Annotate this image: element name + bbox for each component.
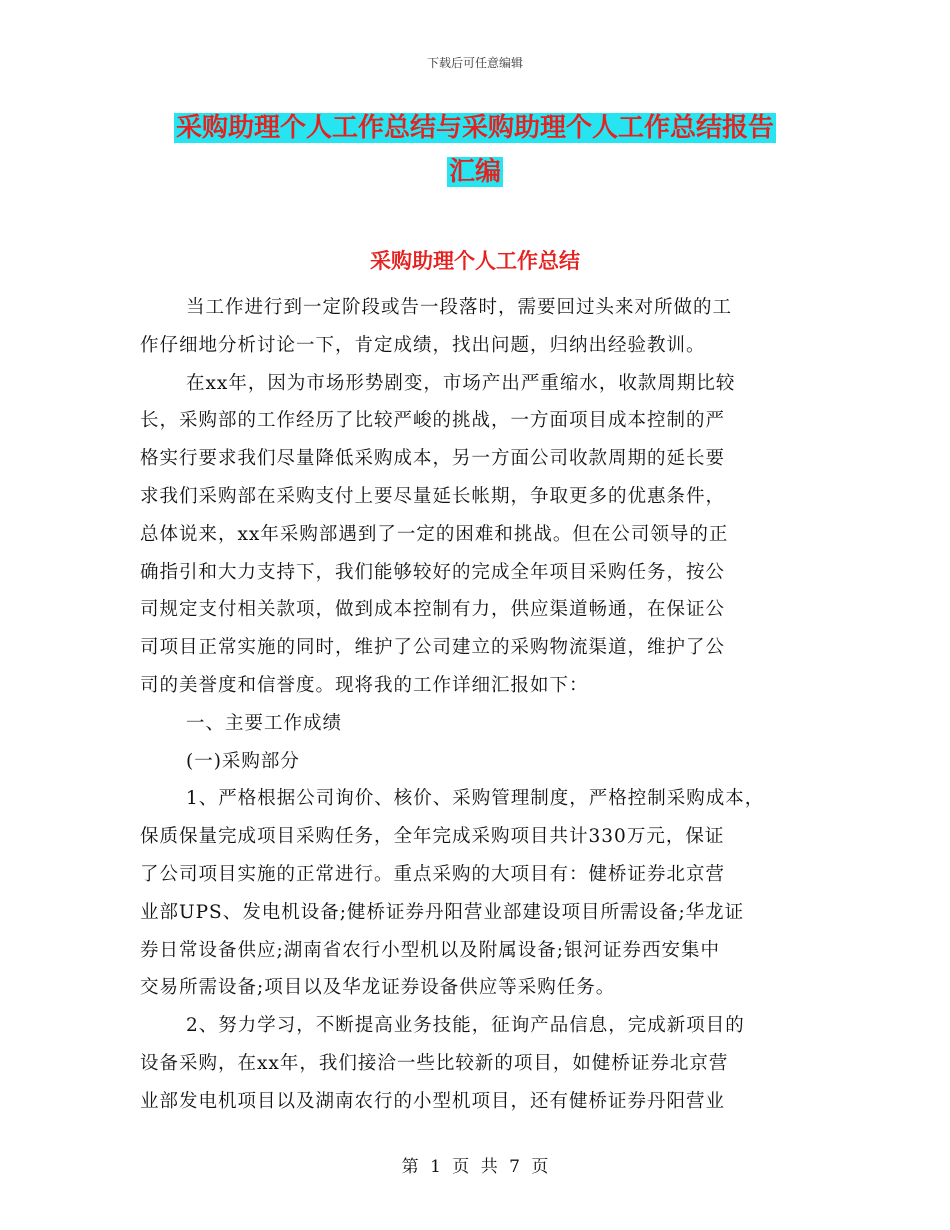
- body-line: 总体说来，xx年采购部遇到了一定的困难和挑战。但在公司领导的正: [140, 523, 729, 545]
- document-title: [150, 106, 800, 194]
- body-line: 业部发电机项目以及湖南农行的小型机项目，还有健桥证券丹阳营业: [140, 1090, 726, 1112]
- body-line: 券日常设备供应;湖南省农行小型机以及附属设备;银河证券西安集中: [140, 939, 720, 961]
- body-line: 确指引和大力支持下，我们能够较好的完成全年项目采购任务，按公: [140, 561, 726, 583]
- body-line: 求我们采购部在采购支付上要尽量延长帐期，争取更多的优惠条件，: [140, 485, 726, 507]
- body-line: 业部UPS、发电机设备;健桥证券丹阳营业部建设项目所需设备;华龙证: [140, 901, 745, 923]
- body-line: 司的美誉度和信誉度。现将我的工作详细汇报如下：: [140, 674, 589, 696]
- section-title: 采购助理个人工作总结: [370, 249, 580, 273]
- body-text: [140, 289, 810, 1121]
- body-line: 司项目正常实施的同时，维护了公司建立的采购物流渠道，维护了公: [140, 637, 726, 659]
- document-title-line-1: 采购助理个人工作总结与采购助理个人工作总结报告: [175, 113, 774, 143]
- body-line: 司规定支付相关款项，做到成本控制有力，供应渠道畅通，在保证公: [140, 599, 726, 621]
- page-footer: 第 1 页 共 7 页: [401, 1157, 549, 1177]
- body-line: 保质保量完成项目采购任务，全年完成采购项目共计330万元，保证: [140, 826, 725, 848]
- body-line: (一)采购部分: [186, 750, 300, 772]
- body-line: 格实行要求我们尽量降低采购成本，另一方面公司收款周期的延长要: [140, 448, 726, 470]
- body-line: 作仔细地分析讨论一下，肯定成绩，找出问题，归纳出经验教训。: [140, 334, 706, 356]
- body-line: 在xx年，因为市场形势剧变，市场产出严重缩水，收款周期比较: [186, 372, 736, 394]
- page-header-note: 下载后可任意编辑: [426, 56, 523, 70]
- body-line: 1、严格根据公司询价、核价、采购管理制度，严格控制采购成本，: [186, 788, 765, 810]
- body-line: 了公司项目实施的正常进行。重点采购的大项目有：健桥证券北京营: [140, 863, 726, 885]
- body-line: 当工作进行到一定阶段或告一段落时，需要回过头来对所做的工: [186, 297, 733, 318]
- body-line: 交易所需设备;项目以及华龙证券设备供应等采购任务。: [140, 977, 616, 999]
- body-line: 一、主要工作成绩: [186, 712, 343, 734]
- body-line: 2、努力学习，不断提高业务技能，征询产品信息，完成新项目的: [186, 1015, 745, 1037]
- body-line: 长，采购部的工作经历了比较严峻的挑战，一方面项目成本控制的严: [140, 410, 726, 432]
- body-line: 设备采购，在xx年，我们接洽一些比较新的项目，如健桥证券北京营: [140, 1052, 729, 1074]
- document-title-line-2: 汇编: [448, 157, 501, 187]
